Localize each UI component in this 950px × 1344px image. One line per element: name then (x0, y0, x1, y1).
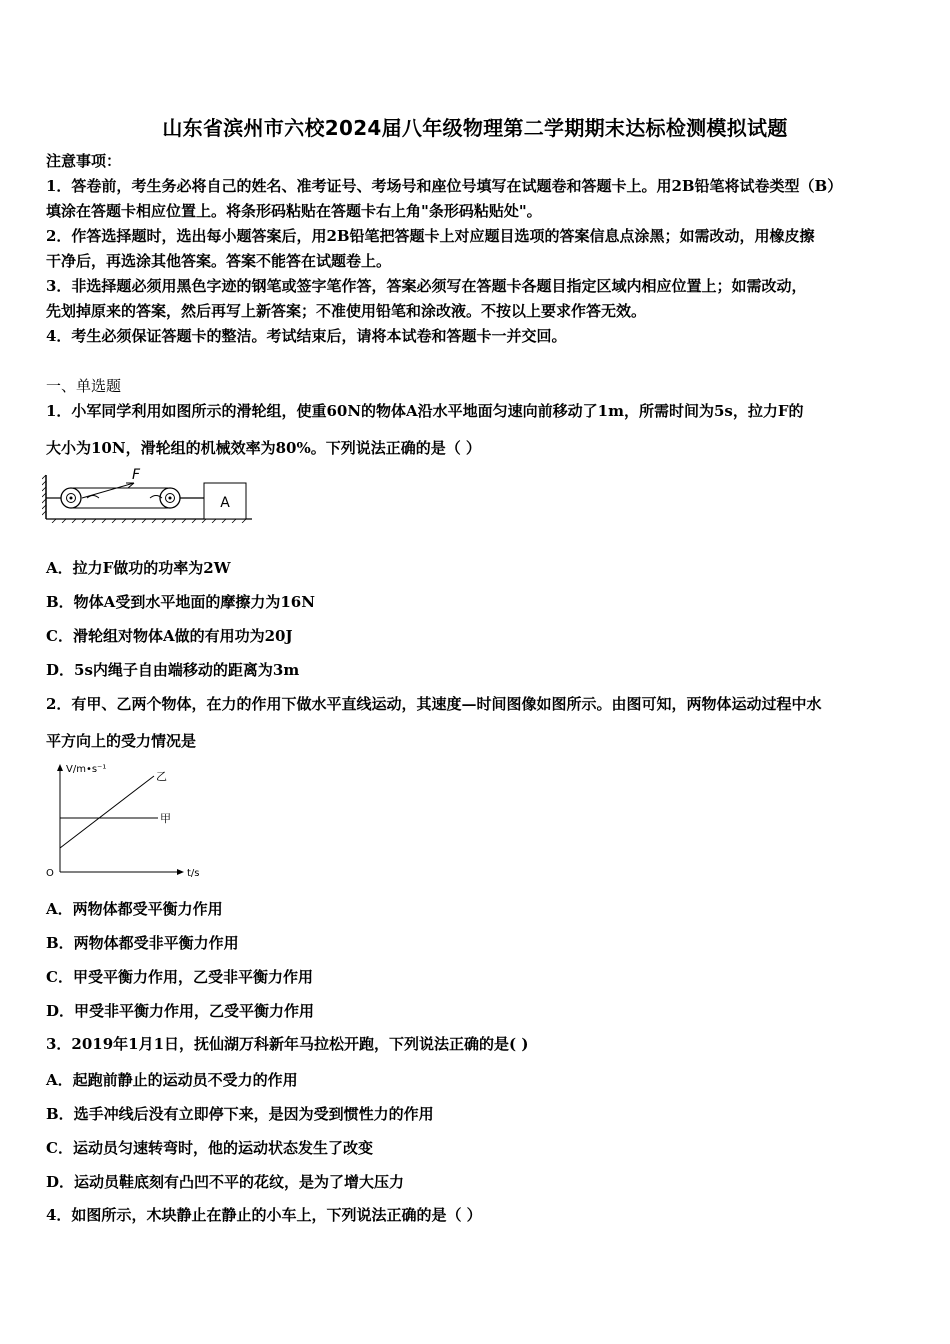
origin-label: O (46, 868, 54, 879)
section-heading: 一、单选题 (46, 377, 122, 395)
q3-option-d[interactable]: D．运动员鞋底刻有凸凹不平的花纹，是为了增大压力 (46, 1173, 405, 1191)
velocity-time-chart (42, 760, 212, 884)
page-title: 山东省滨州市六校2024届八年级物理第二学期期末达标检测模拟试题 (162, 116, 788, 140)
block-a-label: A (220, 495, 230, 511)
q3-option-c[interactable]: C．运动员匀速转弯时，他的运动状态发生了改变 (46, 1139, 373, 1157)
series-yi-label: 乙 (156, 770, 167, 783)
notice-heading: 注意事项： (46, 152, 122, 170)
fixed-pulley-pin (70, 497, 73, 500)
x-axis-arrow (177, 869, 184, 875)
q2-option-d[interactable]: D．甲受非平衡力作用，乙受平衡力作用 (46, 1002, 315, 1020)
question-1-text: 1．小军同学利用如图所示的滑轮组，使重60N的物体A沿水平地面匀速向前移动了1m，所需时间为5s，拉力F的 (46, 402, 804, 420)
notice-line: 填涂在答题卡相应位置上。将条形码粘贴在答题卡右上角"条形码粘贴处"。 (46, 202, 542, 220)
pulley-figure (42, 465, 257, 523)
notice-line: 先划掉原来的答案，然后再写上新答案；不准使用铅笔和涂改液。不按以上要求作答无效。 (46, 302, 647, 320)
y-axis-label: V/m•s⁻¹ (66, 764, 107, 775)
q2-option-c[interactable]: C．甲受平衡力作用，乙受非平衡力作用 (46, 968, 313, 986)
q3-option-a[interactable]: A．起跑前静止的运动员不受力的作用 (46, 1071, 298, 1089)
notice-line: 干净后，再选涂其他答案。答案不能答在试题卷上。 (46, 252, 392, 270)
question-2-text: 2．有甲、乙两个物体，在力的作用下做水平直线运动，其速度—时间图像如图所示。由图可知，两物体运动过程中水 (46, 695, 822, 713)
q1-option-d[interactable]: D．5s内绳子自由端移动的距离为3m (46, 661, 300, 679)
notice-line: 2．作答选择题时，选出每小题答案后，用2B铅笔把答题卡上对应题目选项的答案信息点涂黑；如需改动，用橡皮擦 (46, 227, 815, 245)
q3-option-b[interactable]: B．选手冲线后没有立即停下来，是因为受到惯性力的作用 (46, 1105, 434, 1123)
q2-option-b[interactable]: B．两物体都受非平衡力作用 (46, 934, 239, 952)
q1-option-c[interactable]: C．滑轮组对物体A做的有用功为20J (46, 627, 293, 645)
series-yi-line (60, 776, 154, 848)
question-4-text: 4．如图所示，木块静止在静止的小车上，下列说法正确的是（ ） (46, 1206, 482, 1224)
notice-line: 3．非选择题必须用黑色字迹的钢笔或签字笔作答，答案必须写在答题卡各题目指定区域内相应位置上；如需改动， (46, 277, 807, 295)
force-label: F (132, 467, 141, 483)
question-1-text-cont: 大小为10N，滑轮组的机械效率为80%。下列说法正确的是（ ） (46, 439, 481, 457)
question-2-text-cont: 平方向上的受力情况是 (46, 732, 197, 750)
movable-pulley-pin (169, 497, 172, 500)
question-3-text: 3．2019年1月1日，抚仙湖万科新年马拉松开跑，下列说法正确的是( ) (46, 1035, 529, 1053)
series-jia-label: 甲 (160, 812, 171, 825)
pull-rope (82, 483, 134, 498)
notice-line: 1．答卷前，考生务必将自己的姓名、准考证号、考场号和座位号填写在试题卷和答题卡上。用2B铅笔将试卷类型（B） (46, 177, 843, 195)
notice-line: 4．考生必须保证答题卡的整洁。考试结束后，请将本试卷和答题卡一并交回。 (46, 327, 567, 345)
x-axis-label: t/s (187, 868, 200, 879)
y-axis-arrow (57, 764, 63, 771)
q2-option-a[interactable]: A．两物体都受平衡力作用 (46, 900, 223, 918)
q1-option-b[interactable]: B．物体A受到水平地面的摩擦力为16N (46, 593, 315, 611)
q1-option-a[interactable]: A．拉力F做功的功率为2W (46, 559, 231, 577)
